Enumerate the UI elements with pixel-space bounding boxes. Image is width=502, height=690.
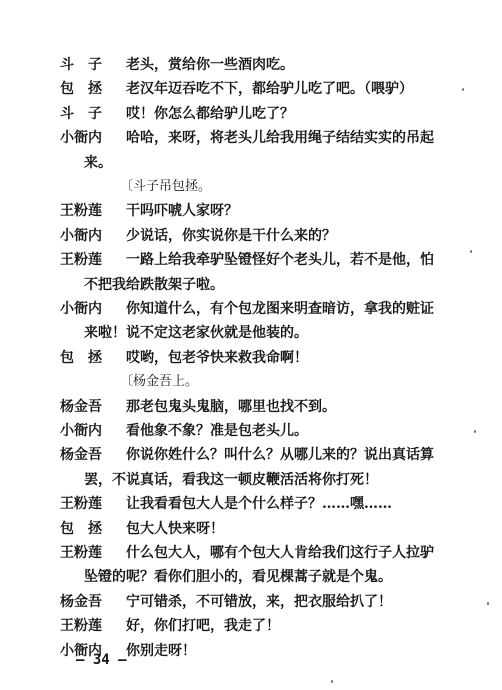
dialogue-line: [60, 296, 440, 322]
dialogue-text: 哈哈，来呀，将老头儿给我用绳子结结实实的吊起: [126, 130, 434, 147]
dialogue-line: [60, 540, 440, 566]
stage-direction: 〔斗子吊包拯。: [120, 179, 212, 194]
dialogue-text: 老汉年迈吞吃不下，都给驴儿吃了吧。（喂驴）: [126, 81, 413, 98]
scan-speck: [487, 602, 489, 605]
dialogue-continuation: 来。: [84, 154, 112, 171]
dialogue-text: 那老包鬼头鬼脑，哪里也找不到。: [126, 398, 336, 415]
page-number: — 34 —: [76, 652, 127, 668]
dialogue-text: 什么包大人，哪有个包大人肯给我们这行子人拉驴: [126, 545, 434, 561]
dialogue-text: 老头，赏给你一些酒肉吃。: [126, 57, 294, 73]
dialogue-text: 哎哟，包老爷快来救我命啊！: [126, 349, 308, 366]
speaker-name: 王粉莲: [60, 618, 102, 635]
dialogue-continuation: 不把我给跌散架子啦。: [84, 276, 224, 293]
dialogue-line: [60, 223, 440, 249]
dialogue-text: 你说你姓什么？叫什么？从哪儿来的？说出真话算: [126, 447, 434, 464]
speaker-name: 杨金吾: [60, 593, 102, 610]
dialogue-continuation: 来啦！说不定这老家伙就是他装的。: [84, 325, 308, 342]
dialogue-line: [60, 125, 440, 151]
speaker-name: 王粉莲: [60, 496, 102, 513]
speaker-name: 王粉莲: [60, 203, 102, 220]
speaker-name: 王粉莲: [60, 252, 102, 269]
dialogue-continuation: 坠镫的呢？看你们胆小的，看见棵蒿子就是个鬼。: [84, 569, 392, 586]
stage-direction: 〔杨金吾上。: [120, 374, 199, 390]
speaker-name: 小衙内: [60, 301, 102, 317]
dialogue-text: 你知道什么，有个包龙图来明查暗访，拿我的赃证: [126, 301, 434, 317]
dialogue-line: [60, 589, 440, 615]
dialogue-line: [60, 491, 440, 517]
dialogue-line: [60, 442, 440, 468]
dialogue-text: 宁可错杀，不可错放，来，把衣服给扒了！: [126, 593, 392, 610]
speaker-name: 小衙内: [60, 642, 102, 659]
speaker-name: 包 拯: [60, 520, 102, 537]
dialogue-text: 少说话，你实说你是干什么来的？: [126, 227, 336, 244]
dialogue-line: [60, 394, 440, 420]
scan-speck: [462, 88, 464, 91]
dialogue-continuation: 罢，不说真话，看我这一顿皮鞭活活将你打死！: [84, 471, 378, 488]
speaker-name: 王粉莲: [60, 545, 102, 561]
speaker-name: 杨金吾: [60, 398, 102, 415]
dialogue-text: 看他象不象？准是包老头儿。: [126, 423, 308, 439]
dialogue-line: [60, 52, 440, 78]
dialogue-text: 让我看看包大人是个什么样子？……嘿……: [126, 496, 392, 513]
dialogue-line: [60, 613, 440, 639]
dialogue-line: [60, 516, 440, 542]
dialogue-text: 你别走呀！: [126, 642, 196, 659]
speaker-name: 小衙内: [60, 130, 102, 147]
dialogue-line: [60, 76, 440, 102]
speaker-name: 小衙内: [60, 423, 102, 439]
dialogue-line: [60, 345, 440, 371]
speaker-name: 斗 子: [60, 105, 102, 122]
dialogue-text: 干吗吓唬人家呀？: [126, 203, 238, 220]
scan-speck: [331, 680, 333, 683]
dialogue-line: [60, 418, 440, 444]
dialogue-text: 一路上给我牵驴坠镫怪好个老头儿，若不是他，怕: [126, 252, 434, 269]
speaker-name: 杨金吾: [60, 447, 102, 464]
speaker-name: 斗 子: [60, 57, 102, 73]
dialogue-line: [60, 247, 440, 273]
scan-speck: [474, 430, 476, 433]
dialogue-line: [60, 101, 440, 127]
dialogue-text: 哎！你怎么都给驴儿吃了？: [126, 105, 294, 122]
dialogue-text: 包大人快来呀！: [126, 520, 224, 537]
speaker-name: 包 拯: [60, 81, 102, 98]
dialogue-text: 好，你们打吧，我走了！: [126, 618, 280, 635]
speaker-name: 包 拯: [60, 349, 102, 366]
speaker-name: 小衙内: [60, 227, 102, 244]
dialogue-line: [60, 198, 440, 224]
scan-speck: [470, 250, 472, 253]
